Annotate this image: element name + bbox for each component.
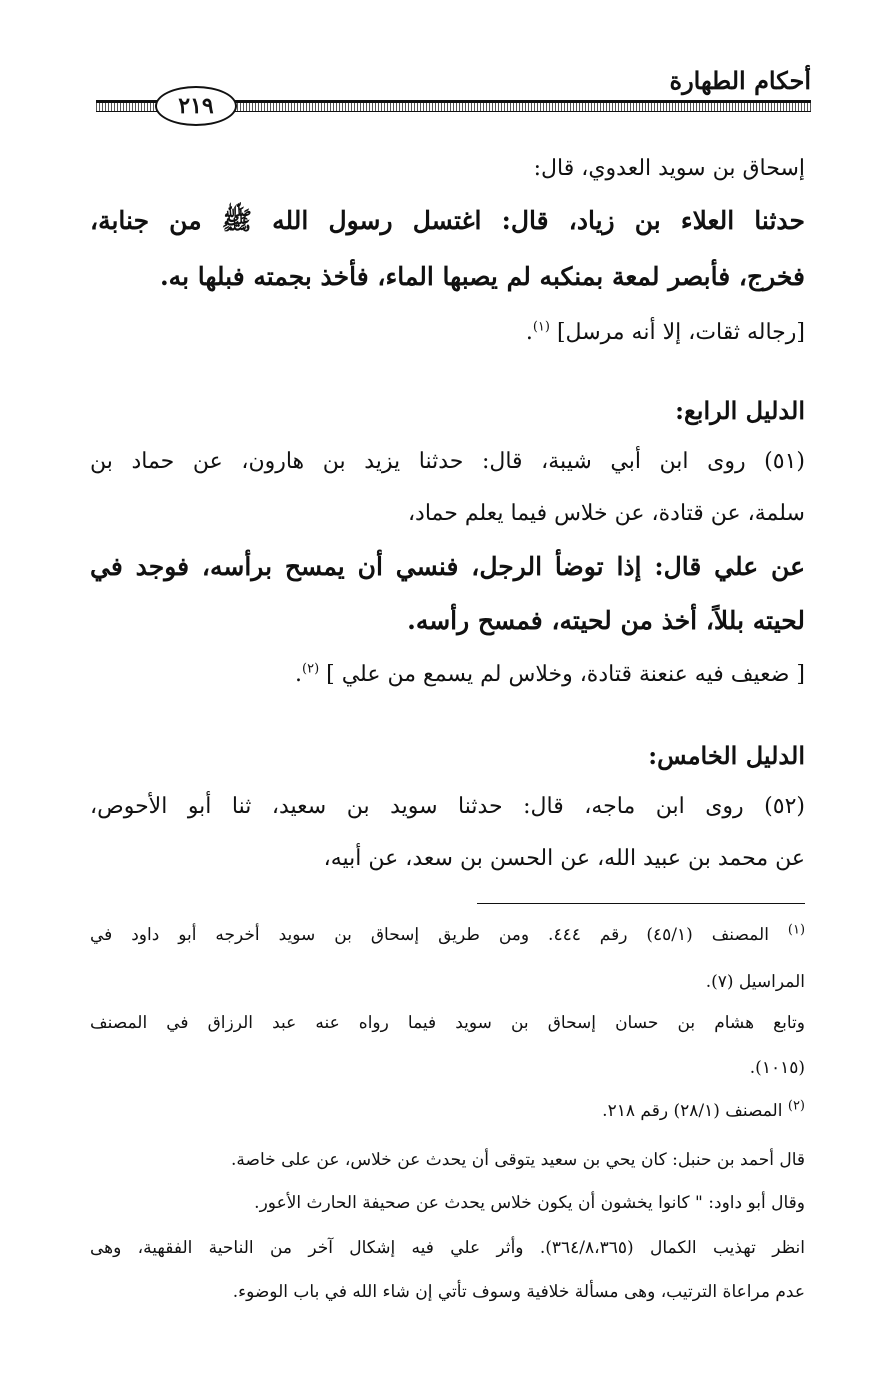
hadith-line-3: عن علي قال: إذا توضأ الرجل، فنسي أن يمسح برأسه، فوجد في [90,552,805,581]
grading-end: . [525,320,533,345]
footnote-2-line-4: انظر تهذيب الكمال (٣٦٤/٨،٣٦٥). وأثر علي فيه إشكال آخر من الناحية الفقهية، وهى [90,1238,805,1258]
footnote-ref-1: (١) [532,319,550,335]
footnote-2-line-2: قال أحمد بن حنبل: كان يحي بن سعيد يتوقى أن يحدث عن خلاس، عن على خاصة. [231,1150,805,1170]
footnote-2-text: المصنف (٢٨/١) رقم ٢١٨. [602,1101,783,1121]
text-line-52b: عن محمد بن عبيد الله، عن الحسن بن سعد، عن أبيه، [323,846,805,871]
footnote-1-line-3: وتابع هشام بن حسان إسحاق بن سويد فيما رواه عنه عبد الرزاق في المصنف [90,1013,805,1033]
footnote-2-line-5: عدم مراعاة الترتيب، وهى مسألة خلافية وسوف تأتي إن شاء الله في باب الوضوء. [232,1282,805,1302]
grading-text: [رجاله ثقات، إلا أنه مرسل] [556,320,805,345]
text-line-51a: (٥١) روى ابن أبي شيبة، قال: حدثنا يزيد بن هارون، عن حماد بن [90,449,805,474]
footnote-1-line-1 [90,922,806,945]
footnote-2-marker: (٢) [787,1098,805,1114]
grading-text: [ ضعيف فيه عنعنة قتادة، وخلاس لم يسمع من علي ] [326,662,805,687]
text-line-51b: سلمة، عن قتادة، عن خلاس فيما يعلم حماد، [407,501,805,526]
section-heading-4: الدليل الرابع: [675,396,805,425]
running-title: أحكام الطهارة [669,66,811,95]
footnote-2-line-3: وقال أبو داود: " كانوا يخشون أن يكون خلاس يحدث عن صحيفة الحارث الأعور. [254,1193,805,1213]
page-number: ٢١٩ [155,86,237,126]
footnote-1-text: المصنف (٤٥/١) رقم ٤٤٤. ومن طريق إسحاق بن سويد أخرجه أبو داود في [90,925,769,945]
hadith-line-4: لحيته بللاً، أخذ من لحيته، فمسح رأسه. [407,606,805,635]
footnote-separator [477,903,805,904]
text-line-52a: (٥٢) روى ابن ماجه، قال: حدثنا سويد بن سعيد، ثنا أبو الأحوص، [90,794,805,819]
hadith-line-1: حدثنا العلاء بن زياد، قال: اغتسل رسول الله ﷺ من جنابة، [90,206,805,235]
section-heading-5: الدليل الخامس: [648,741,805,770]
grading-note-2 [295,662,805,687]
hadith-line-2: فخرج، فأبصر لمعة بمنكبه لم يصبها الماء، فأخذ بجمته فبلها به. [159,262,805,291]
grading-end: . [295,662,302,687]
footnote-1-marker: (١) [787,922,806,938]
footnote-1-line-2: المراسيل (٧). [705,972,805,992]
text-line-1: إسحاق بن سويد العدوي، قال: [533,156,805,181]
grading-note-1 [526,320,805,345]
footnote-1-line-4: (١٠١٥). [749,1058,805,1078]
footnote-ref-2: (٢) [302,661,320,677]
footnote-2-line-1 [602,1098,805,1121]
